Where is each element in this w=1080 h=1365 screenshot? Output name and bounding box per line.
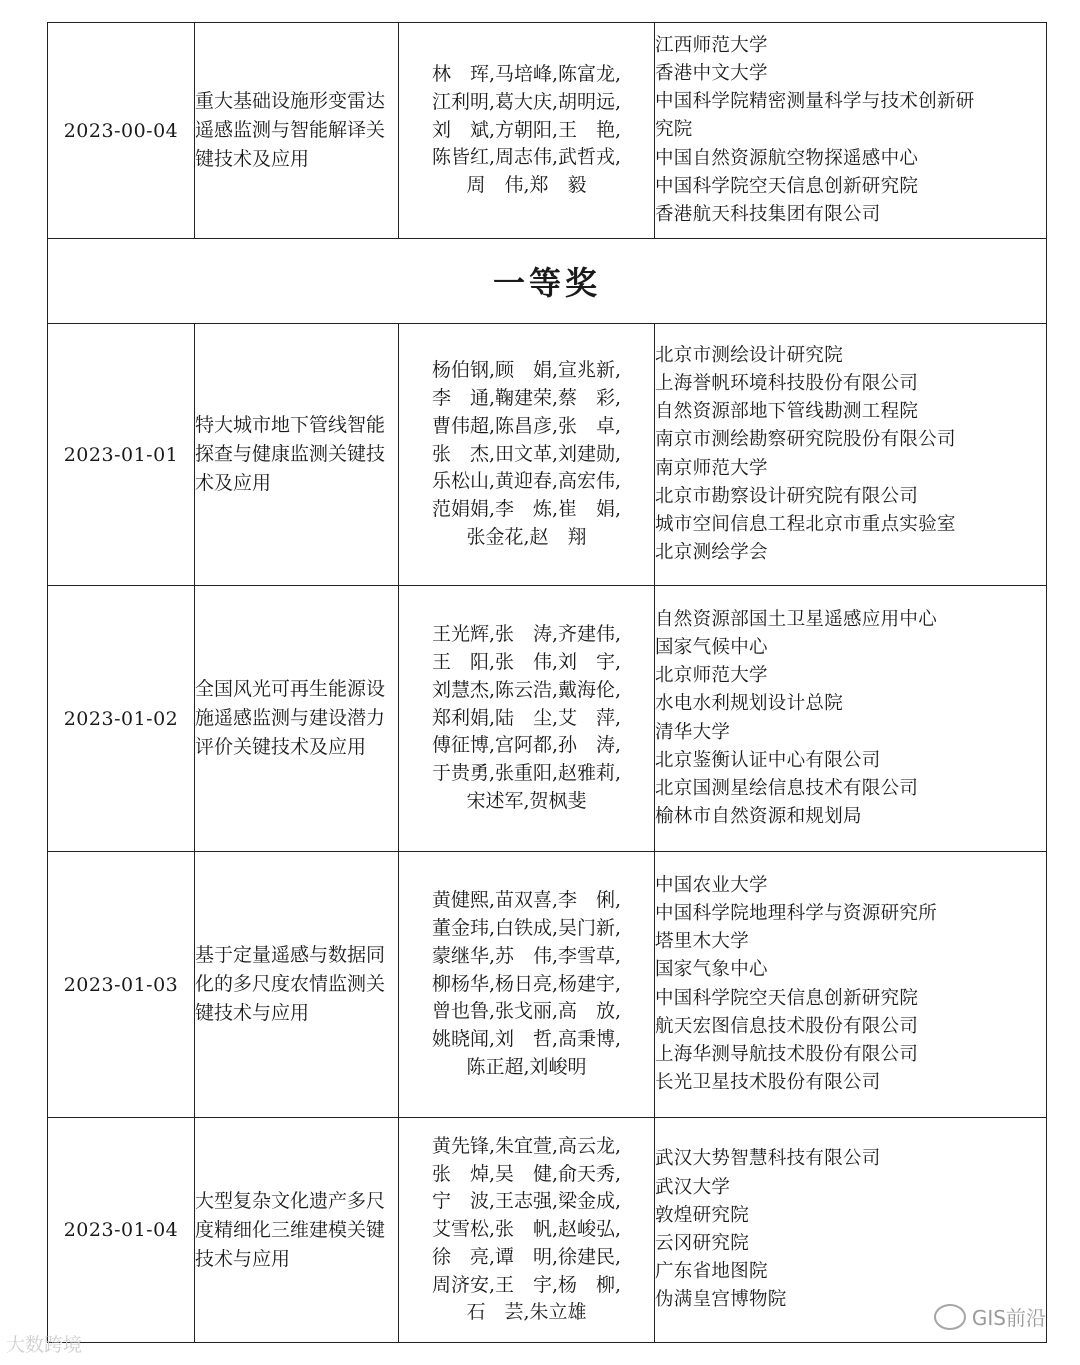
org-line: 究院: [655, 119, 693, 141]
org-line: 伪满皇宫博物院: [655, 1289, 787, 1311]
award-id: 2023-01-02: [48, 586, 195, 852]
org-line: 中国科学院空天信息创新研究院: [655, 175, 919, 197]
name-line: 林 珲,马培峰,陈富龙,: [431, 63, 622, 85]
award-title: 大型复杂文化遗产多尺度精细化三维建模关键技术与应用: [195, 1118, 399, 1343]
award-orgs: [655, 852, 1047, 1118]
section-heading-row: [48, 239, 1047, 324]
org-line: 南京师范大学: [655, 457, 768, 479]
name-line: 乐松山,黄迎春,高宏伟,: [431, 470, 622, 493]
org-line: 上海誉帆环境科技股份有限公司: [655, 372, 919, 394]
org-line: 北京鉴衡认证中心有限公司: [655, 749, 881, 771]
org-line: 国家气象中心: [655, 959, 768, 981]
org-line: 国家气候中心: [655, 636, 768, 658]
name-line: 曾也鲁,张戈丽,高 放,: [431, 1000, 622, 1023]
org-line: 香港航天科技集团有限公司: [655, 204, 881, 225]
name-line: 于贵勇,张重阳,赵雅莉,: [431, 762, 622, 785]
org-line: 航天宏图信息技术股份有限公司: [655, 1015, 919, 1037]
org-line: 榆林市自然资源和规划局: [655, 806, 862, 828]
name-line: 周 伟,郑 毅: [466, 174, 587, 197]
org-line: 北京市勘察设计研究院有限公司: [655, 485, 919, 507]
name-line: 李 通,鞠建荣,蔡 彩,: [431, 387, 622, 409]
org-line: 长光卫星技术股份有限公司: [655, 1072, 881, 1094]
award-names: [399, 586, 655, 852]
org-line: 城市空间信息工程北京市重点实验室: [655, 513, 956, 535]
watermark-right-text: GIS前沿: [971, 1306, 1046, 1330]
name-line: 宁 波,王志强,梁金成,: [431, 1190, 622, 1213]
org-line: 武汉大势智慧科技有限公司: [655, 1148, 881, 1170]
name-line: 张金花,赵 翔: [466, 525, 587, 548]
org-line: 中国科学院精密测量科学与技术创新研: [655, 91, 975, 113]
name-line: 郑利娟,陆 尘,艾 萍,: [431, 706, 622, 729]
name-line: 董金玮,白铁成,吴门新,: [431, 917, 622, 939]
award-id: 2023-00-04: [48, 23, 195, 239]
award-row: [48, 324, 1047, 586]
awards-table-body: [48, 23, 1047, 1343]
org-line: 北京测绘学会: [655, 542, 768, 564]
name-line: 张 焯,吴 健,俞天秀,: [431, 1162, 622, 1185]
org-line: 塔里木大学: [655, 931, 750, 953]
award-row: [48, 852, 1047, 1118]
org-line: 清华大学: [655, 721, 731, 743]
org-line: 广东省地图院: [655, 1261, 768, 1283]
award-row: [48, 1118, 1047, 1343]
name-line: 王 阳,张 伟,刘 宇,: [431, 651, 622, 673]
watermark-right: [934, 1302, 1046, 1331]
org-line: 中国农业大学: [655, 874, 768, 896]
name-line: 蒙继华,苏 伟,李雪草,: [431, 944, 622, 967]
name-line: 徐 亮,谭 明,徐建民,: [431, 1245, 622, 1268]
org-line: 香港中文大学: [655, 62, 768, 84]
name-line: 柳杨华,杨日亮,杨建宇,: [431, 972, 622, 995]
name-line: 傅征博,宫阿都,孙 涛,: [431, 734, 622, 757]
watermark-left: [6, 1330, 82, 1357]
org-line: 中国科学院地理科学与资源研究所: [655, 902, 938, 924]
org-line: 北京市测绘设计研究院: [655, 344, 844, 366]
org-line: 自然资源部国土卫星遥感应用中心: [655, 608, 938, 630]
name-line: 范娟娟,李 炼,崔 娟,: [431, 498, 622, 521]
org-line: 敦煌研究院: [655, 1204, 750, 1226]
org-line: 北京师范大学: [655, 665, 768, 687]
award-names: [399, 324, 655, 586]
award-title: 特大城市地下管线智能探查与健康监测关键技术及应用: [195, 324, 399, 586]
org-line: 中国自然资源航空物探遥感中心: [655, 147, 919, 169]
name-line: 黄先锋,朱宜萱,高云龙,: [431, 1134, 622, 1157]
award-row: [48, 586, 1047, 852]
award-id: 2023-01-01: [48, 324, 195, 586]
org-line: 江西师范大学: [655, 34, 768, 56]
name-line: 曹伟超,陈昌彦,张 卓,: [431, 414, 622, 437]
name-line: 陈正超,刘峻明: [466, 1055, 587, 1078]
award-orgs: [655, 586, 1047, 852]
award-row: [48, 23, 1047, 239]
name-line: 黄健熙,苗双喜,李 俐,: [431, 889, 622, 912]
award-orgs: [655, 324, 1047, 586]
org-line: 自然资源部地下管线勘测工程院: [655, 401, 919, 423]
name-line: 姚晓闻,刘 哲,高秉博,: [431, 1028, 622, 1051]
org-line: 上海华测导航技术股份有限公司: [655, 1043, 919, 1065]
watermark-left-text: 大数跨境: [6, 1334, 83, 1356]
name-line: 张 杰,田文革,刘建勋,: [431, 442, 622, 465]
award-title: 重大基础设施形变雷达遥感监测与智能解译关键技术及应用: [195, 23, 399, 239]
name-line: 石 芸,朱立雄: [466, 1301, 587, 1324]
award-id: 2023-01-04: [48, 1118, 195, 1343]
name-line: 宋述军,贺枫斐: [466, 789, 587, 812]
name-line: 江利明,葛大庆,胡明远,: [431, 90, 622, 113]
org-line: 水电水利规划设计总院: [655, 693, 844, 715]
award-title: 全国风光可再生能源设施遥感监测与建设潜力评价关键技术及应用: [195, 586, 399, 852]
name-line: 艾雪松,张 帆,赵峻弘,: [431, 1218, 622, 1241]
name-line: 杨伯钢,顾 娟,宣兆新,: [431, 359, 622, 382]
org-line: 武汉大学: [655, 1176, 731, 1198]
award-id: 2023-01-03: [48, 852, 195, 1118]
name-line: 陈皆红,周志伟,武哲戎,: [431, 146, 622, 169]
award-names: [399, 23, 655, 239]
name-line: 刘 斌,方朝阳,王 艳,: [431, 118, 622, 141]
awards-table: [47, 22, 1047, 1343]
award-orgs: [655, 23, 1047, 239]
section-heading: 一等奖: [48, 239, 1047, 324]
org-line: 北京国测星绘信息技术有限公司: [655, 777, 919, 799]
name-line: 刘慧杰,陈云浩,戴海伦,: [431, 678, 622, 701]
org-line: 云冈研究院: [655, 1233, 750, 1254]
name-line: 周济安,王 宇,杨 柳,: [431, 1273, 622, 1296]
org-line: 中国科学院空天信息创新研究院: [655, 987, 919, 1009]
name-line: 王光辉,张 涛,齐建伟,: [431, 623, 622, 646]
award-names: [399, 852, 655, 1118]
award-title: 基于定量遥感与数据同化的多尺度农情监测关键技术与应用: [195, 852, 399, 1118]
org-line: 南京市测绘勘察研究院股份有限公司: [655, 429, 956, 451]
award-names: [399, 1118, 655, 1343]
wechat-icon: [934, 1304, 966, 1330]
